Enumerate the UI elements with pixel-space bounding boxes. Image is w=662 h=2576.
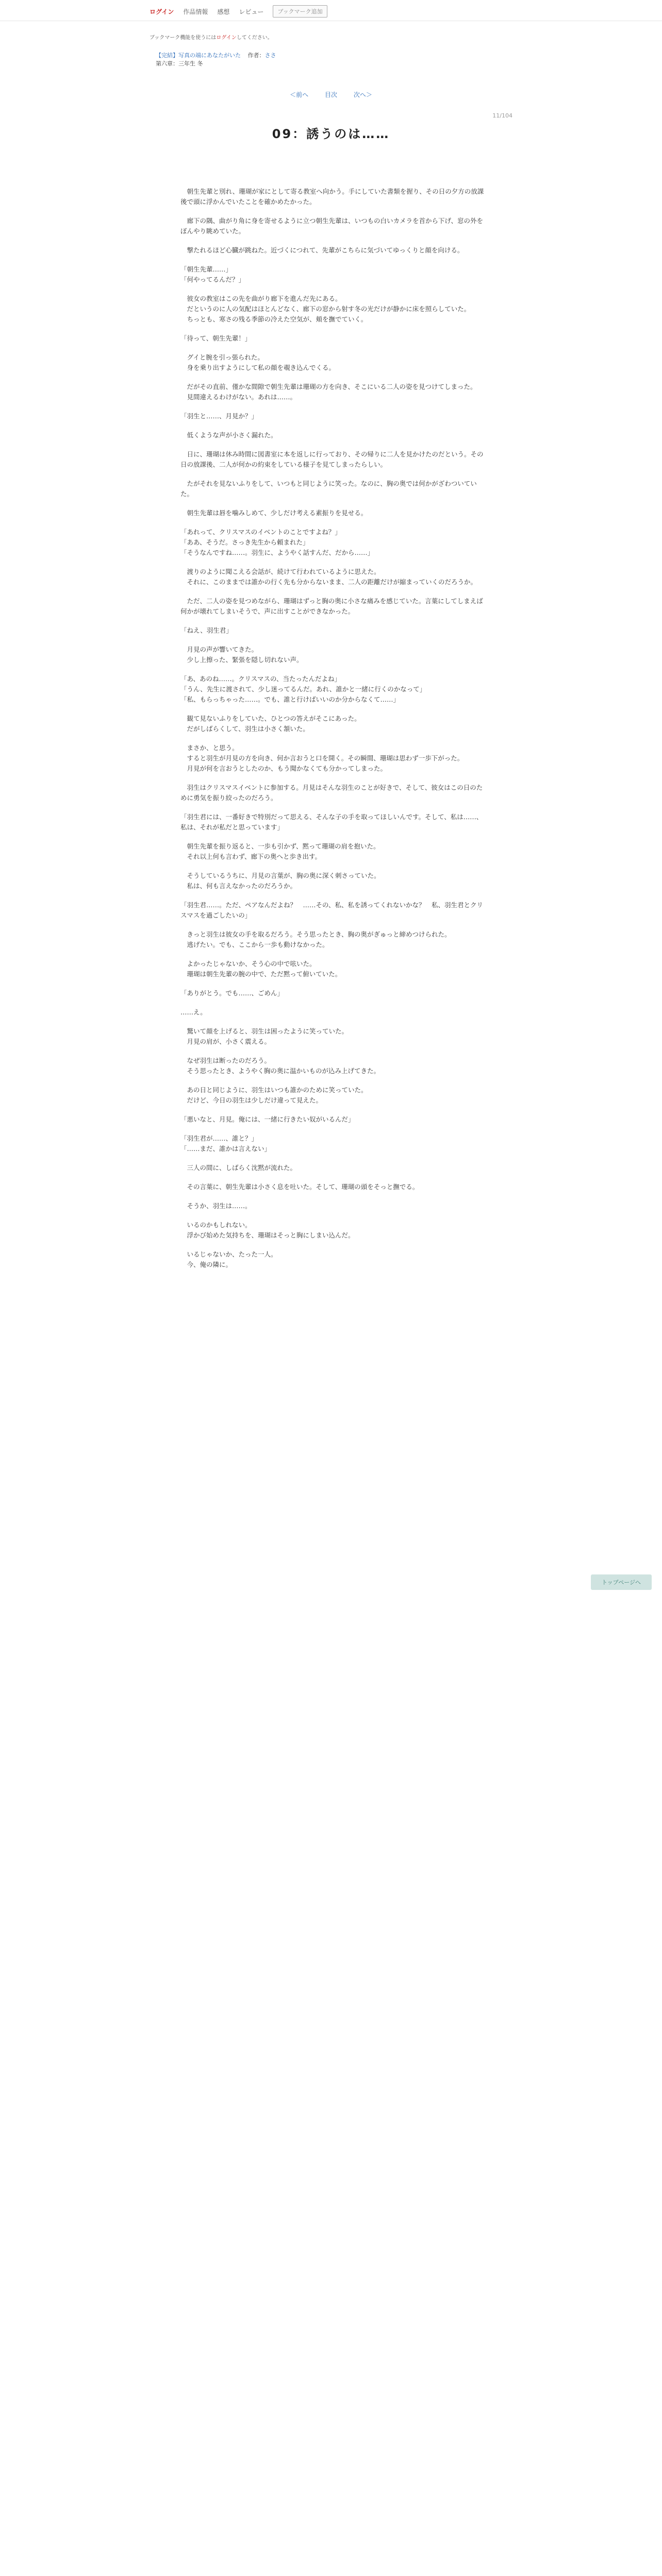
- body-paragraph: ……え。: [180, 1008, 207, 1016]
- login-link[interactable]: ログイン: [150, 8, 174, 15]
- toc-link[interactable]: 目次: [324, 91, 337, 98]
- pager-top: [0, 90, 662, 99]
- body-paragraph: 「羽生と……、月見か？」: [180, 412, 258, 420]
- back-to-top-button[interactable]: トップページへ: [591, 1574, 652, 1590]
- series-title-link[interactable]: 写真の端にあなたがいた: [178, 52, 241, 59]
- series-status: 【完結】: [156, 52, 178, 59]
- notice-prefix: ブックマーク機能を使うには: [150, 35, 217, 41]
- novel-body: [180, 187, 485, 1279]
- body-paragraph: あの日と同じように、羽生はいつも誰かのために笑っていた。 だけど、今日の羽生は少しだけ違って見えた。: [187, 1086, 368, 1104]
- body-paragraph: そうしているうちに、月見の言葉が、胸の奥に深く刺さっていた。 私は、何も言えなかったのだろうか。: [187, 872, 380, 890]
- body-paragraph: その言葉に、朝生先輩は小さく息を吐いた。そして、珊瑚の頭をそっと撫でる。: [180, 1183, 419, 1191]
- body-paragraph: 朝生先輩は唇を噛みしめて、少しだけ考える素振りを見せる。: [180, 509, 368, 517]
- body-paragraph: 低くような声が小さく漏れた。: [180, 431, 277, 439]
- body-paragraph: 朝生先輩と別れ、珊瑚が家にとして寄る教室へ向かう。手にしていた書類を握り、その日の夕方の放課後で頭に浮かんでいたことを確かめたかった。: [180, 188, 484, 206]
- chapter-group: 第六章：三年生 冬: [156, 60, 203, 67]
- bookmark-add-button[interactable]: ブックマーク追加: [273, 5, 327, 18]
- body-paragraph: 彼女の教室はこの先を曲がり廊下を進んだ先にある。 だというのに人の気配はほとんどなく、廊下の窓から射す冬の光だけが静かに床を照らしていた。 ちっとも、寒さの残る季節の冷えた空気が、頬を撫でていく。: [187, 295, 471, 323]
- body-paragraph: 月見の声が響いてきた。 少し上擦った、緊張を隠し切れない声。: [187, 646, 303, 664]
- body-paragraph: たがそれを見ないふりをして、いつもと同じように笑った。なのに、胸の奥では何かがざわついていた。: [180, 480, 477, 498]
- body-paragraph: ただ、二人の姿を見つめながら、珊瑚はずっと胸の奥に小さな痛みを感じていた。言葉にしてしまえば何かが壊れてしまいそうで、声に出すことができなかった。: [180, 597, 483, 615]
- body-paragraph: 「悪いなと、月見。俺には、一緒に行きたい奴がいるんだ」: [180, 1115, 355, 1123]
- body-paragraph: よかったじゃないか、そう心の中で呟いた。 珊瑚は朝生先輩の腕の中で、ただ黙って俯いていた。: [187, 960, 342, 978]
- nav-review-write[interactable]: レビュー: [239, 8, 264, 15]
- body-paragraph: 「羽生君が……、誰と？」 「……まだ、誰かは言えない」: [180, 1134, 271, 1153]
- body-paragraph: 廊下の隅、曲がり角に身を寄せるように立つ朝生先輩は、いつもの白いカメラを首から下げ、窓の外をぼんやり眺めていた。: [180, 217, 484, 235]
- body-paragraph: グイと腕を引っ張られた。 身を乗り出すようにして私の顔を覗き込んでくる。: [187, 353, 336, 371]
- bookmark-notice: [150, 33, 273, 41]
- body-paragraph: いるじゃないか、たった一人。 今、俺の隣に。: [187, 1250, 277, 1268]
- body-paragraph: 「羽生君……。ただ、ペアなんだよね？ ……その、私、私を誘ってくれないかな？ 私、羽生君とクリスマスを過ごしたいの」: [180, 901, 484, 919]
- body-paragraph: 三人の間に、しばらく沈黙が流れた。: [180, 1164, 297, 1172]
- body-paragraph: 「ねえ、羽生君」: [180, 626, 233, 634]
- series-info: [156, 52, 276, 68]
- nav-work-info[interactable]: 作品情報: [183, 8, 208, 15]
- next-link[interactable]: 次へ＞: [353, 91, 372, 98]
- body-paragraph: そうか、羽生は……。: [180, 1202, 252, 1210]
- body-paragraph: 朝生先輩を振り返ると、一歩も引かず、黙って珊瑚の肩を抱いた。 それ以上何も言わず、廊下の奥へと歩き出す。: [187, 842, 380, 860]
- body-paragraph: 撃たれるほど心臓が跳ねた。近づくにつれて、先輩がこちらに気づいてゆっくりと顔を向ける。: [180, 246, 464, 254]
- body-paragraph: 「待って、朝生先輩！」: [180, 334, 252, 342]
- notice-suffix: してください。: [236, 35, 273, 41]
- page-number: 11/104: [492, 112, 512, 119]
- body-paragraph: 羽生はクリスマスイベントに参加する。月見はそんな羽生のことが好きで、そして、彼女はこの日のために勇気を振り絞ったのだろう。: [180, 784, 483, 802]
- prev-link[interactable]: ＜前へ: [290, 91, 309, 98]
- chapter-title: 09：誘うのは……: [272, 127, 390, 141]
- body-paragraph: きっと羽生は彼女の手を取るだろう。そう思ったとき、胸の奥がぎゅっと締めつけられた。 逃げたい。でも、ここから一歩も動けなかった。: [187, 930, 451, 948]
- body-paragraph: 日に、珊瑚は休み時間に図書室に本を返しに行っており、その帰りに二人を見かけたのだという。その日の放課後、二人が何かの約束をしている様子を見てしまったらしい。: [180, 450, 484, 468]
- body-paragraph: 「朝生先輩……」 「何やってるんだ？」: [180, 265, 245, 283]
- author-link[interactable]: ささ: [264, 52, 276, 59]
- body-paragraph: 渡りのように聞こえる会話が、続けて行われているように思えた。 それに、このままでは誰かの行く先も分からないまま、二人の距離だけが縮まっていくのだろうか。: [187, 568, 477, 586]
- body-paragraph: だがその直前、僅かな間隙で朝生先輩は珊瑚の方を向き、そこにいる二人の姿を見つけてしまった。 見間違えるわけがない。あれは……。: [187, 383, 477, 401]
- body-paragraph: 驚いて顔を上げると、羽生は困ったように笑っていた。 月見の肩が、小さく震える。: [187, 1027, 349, 1045]
- author-label: 作者：: [247, 52, 265, 59]
- body-paragraph: 「羽生君には、一番好きで特別だって思える、そんな子の手を取ってほしいんです。そして、私は……、私は、それが私だと思っています」: [180, 813, 483, 831]
- body-paragraph: なぜ羽生は断ったのだろう。 そう思ったとき、ようやく胸の奥に温かいものが込み上げてきた。: [187, 1057, 380, 1075]
- body-paragraph: まさか、と思う。 すると羽生が月見の方を向き、何か言おうと口を開く。その瞬間、珊瑚は思わず一歩下がった。 月見が何を言おうとしたのか、もう聞かなくても分かってしまった。: [187, 744, 464, 772]
- body-paragraph: 観て見ないふりをしていた、ひとつの答えがそこにあった。 だがしばらくして、羽生は小さく頷いた。: [187, 715, 361, 733]
- body-paragraph: 「あ、あのね……。クリスマスの、当たったんだよね」 「うん、先生に渡されて、少し迷ってるんだ。あれ、誰かと一緒に行くのかなって」 「私、もらっちゃった……。でも、誰と行けばいいのか分からなくて……」: [180, 675, 426, 703]
- body-paragraph: いるのかもしれない。 浮かび始めた気持ちを、珊瑚はそっと胸にしまい込んだ。: [187, 1221, 355, 1239]
- nav-reviews[interactable]: 感想: [217, 8, 230, 15]
- notice-login-link[interactable]: ログイン: [216, 35, 237, 41]
- body-paragraph: 「あれって、クリスマスのイベントのことですよね？」 「ああ、そうだ。さっき先生から頼まれた」 「そうなんですね……。羽生に、ようやく話すんだ、だから……」: [180, 528, 374, 556]
- top-navigation-bar: [0, 0, 662, 21]
- body-paragraph: 「ありがとう。でも……、ごめん」: [180, 989, 284, 997]
